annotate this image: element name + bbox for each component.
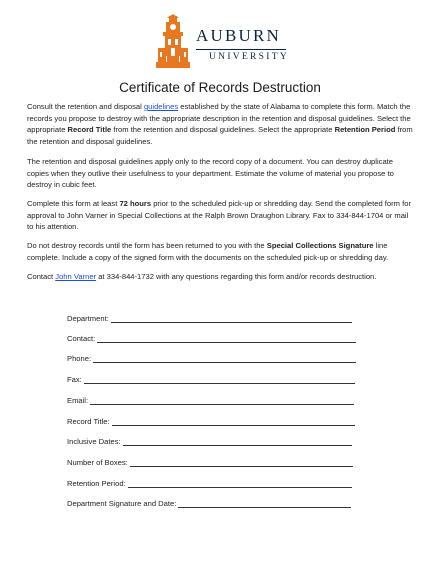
instructions-paragraph-3	[27, 198, 415, 233]
instructions-paragraph-1	[27, 101, 415, 147]
logo-divider	[196, 49, 286, 50]
email-field[interactable]	[67, 396, 354, 405]
fill-line[interactable]	[112, 417, 355, 426]
text: established by the state of Alabama to complete this form. Match the records you propose to destroy with the appropriate description in the retention and disposal guidelines. Select the appropriate	[27, 102, 411, 135]
text: line complete. Include a copy of the signed form with the documents on the scheduled pick-up or shredding day.	[27, 241, 389, 262]
fill-line[interactable]	[123, 437, 352, 446]
field-label: Inclusive Dates:	[67, 437, 121, 446]
bold-text: 72 hours	[119, 199, 152, 208]
instructions-paragraph-5	[27, 271, 415, 283]
fill-line[interactable]	[178, 499, 351, 508]
text: at 334-844-1732 with any questions regarding this form and/or records destruction.	[96, 272, 377, 281]
fill-line[interactable]	[90, 396, 354, 405]
fill-line[interactable]	[97, 334, 356, 343]
logo-subtitle: UNIVERSITY	[209, 52, 289, 62]
text: Contact	[27, 272, 56, 281]
fill-line[interactable]	[93, 354, 356, 363]
field-label: Record Title:	[67, 417, 110, 426]
instructions-paragraph-4	[27, 240, 415, 263]
phone-field[interactable]	[67, 354, 356, 363]
fill-line[interactable]	[128, 479, 352, 488]
record-title-field[interactable]	[67, 417, 355, 426]
field-label: Email:	[67, 396, 89, 405]
bold-text: Record Title	[67, 125, 112, 135]
fax-field[interactable]	[67, 375, 355, 384]
field-label: Phone:	[67, 354, 92, 363]
field-label: Contact:	[67, 334, 96, 343]
text: prior to the scheduled pick-up or shredding day. Send the completed form for approval to John Varner in Special Collections at the Ralph Brown Draughon Library. Fax to 334-844-1704 or mail to his attention.	[27, 199, 411, 232]
field-label: Department:	[67, 314, 109, 323]
guidelines-link[interactable]: guidelines	[143, 102, 179, 111]
fill-line[interactable]	[111, 314, 352, 323]
text: Do not destroy records until the form has been returned to you with the	[27, 241, 267, 250]
auburn-tower-icon	[154, 14, 192, 70]
inclusive-dates-field[interactable]	[67, 437, 352, 446]
page-title: Certificate of Records Destruction	[119, 80, 321, 95]
number-of-boxes-field[interactable]	[67, 458, 353, 467]
contact-field[interactable]	[67, 334, 356, 343]
text: Consult the retention and disposal	[27, 102, 144, 111]
bold-text: Special Collections Signature	[266, 241, 374, 250]
bold-text: Retention Period	[334, 125, 396, 135]
instructions-paragraph-2: The retention and disposal guidelines apply only to the record copy of a document. You can destroy duplicate copies when they outlive their usefulness to your department. Estimate the volume of material you propose to destroy in cubic feet.	[27, 157, 394, 190]
fill-line[interactable]	[84, 375, 355, 384]
text: from the retention and disposal guidelines. Select the appropriate	[111, 125, 335, 135]
field-label: Department Signature and Date:	[67, 499, 177, 508]
department-signature-field[interactable]	[67, 499, 351, 508]
john-varner-link[interactable]: John Varner	[55, 272, 97, 281]
field-label: Number of Boxes:	[67, 458, 128, 467]
field-label: Fax:	[67, 375, 82, 384]
fill-line[interactable]	[130, 458, 353, 467]
text: from the retention and disposal guidelines.	[27, 125, 413, 146]
auburn-university-logo	[154, 14, 294, 70]
logo-name: AUBURN	[196, 26, 281, 45]
department-field[interactable]	[67, 314, 352, 323]
text: Complete this form at least	[27, 199, 120, 208]
field-label: Retention Period:	[67, 479, 126, 488]
retention-period-field[interactable]	[67, 479, 352, 488]
